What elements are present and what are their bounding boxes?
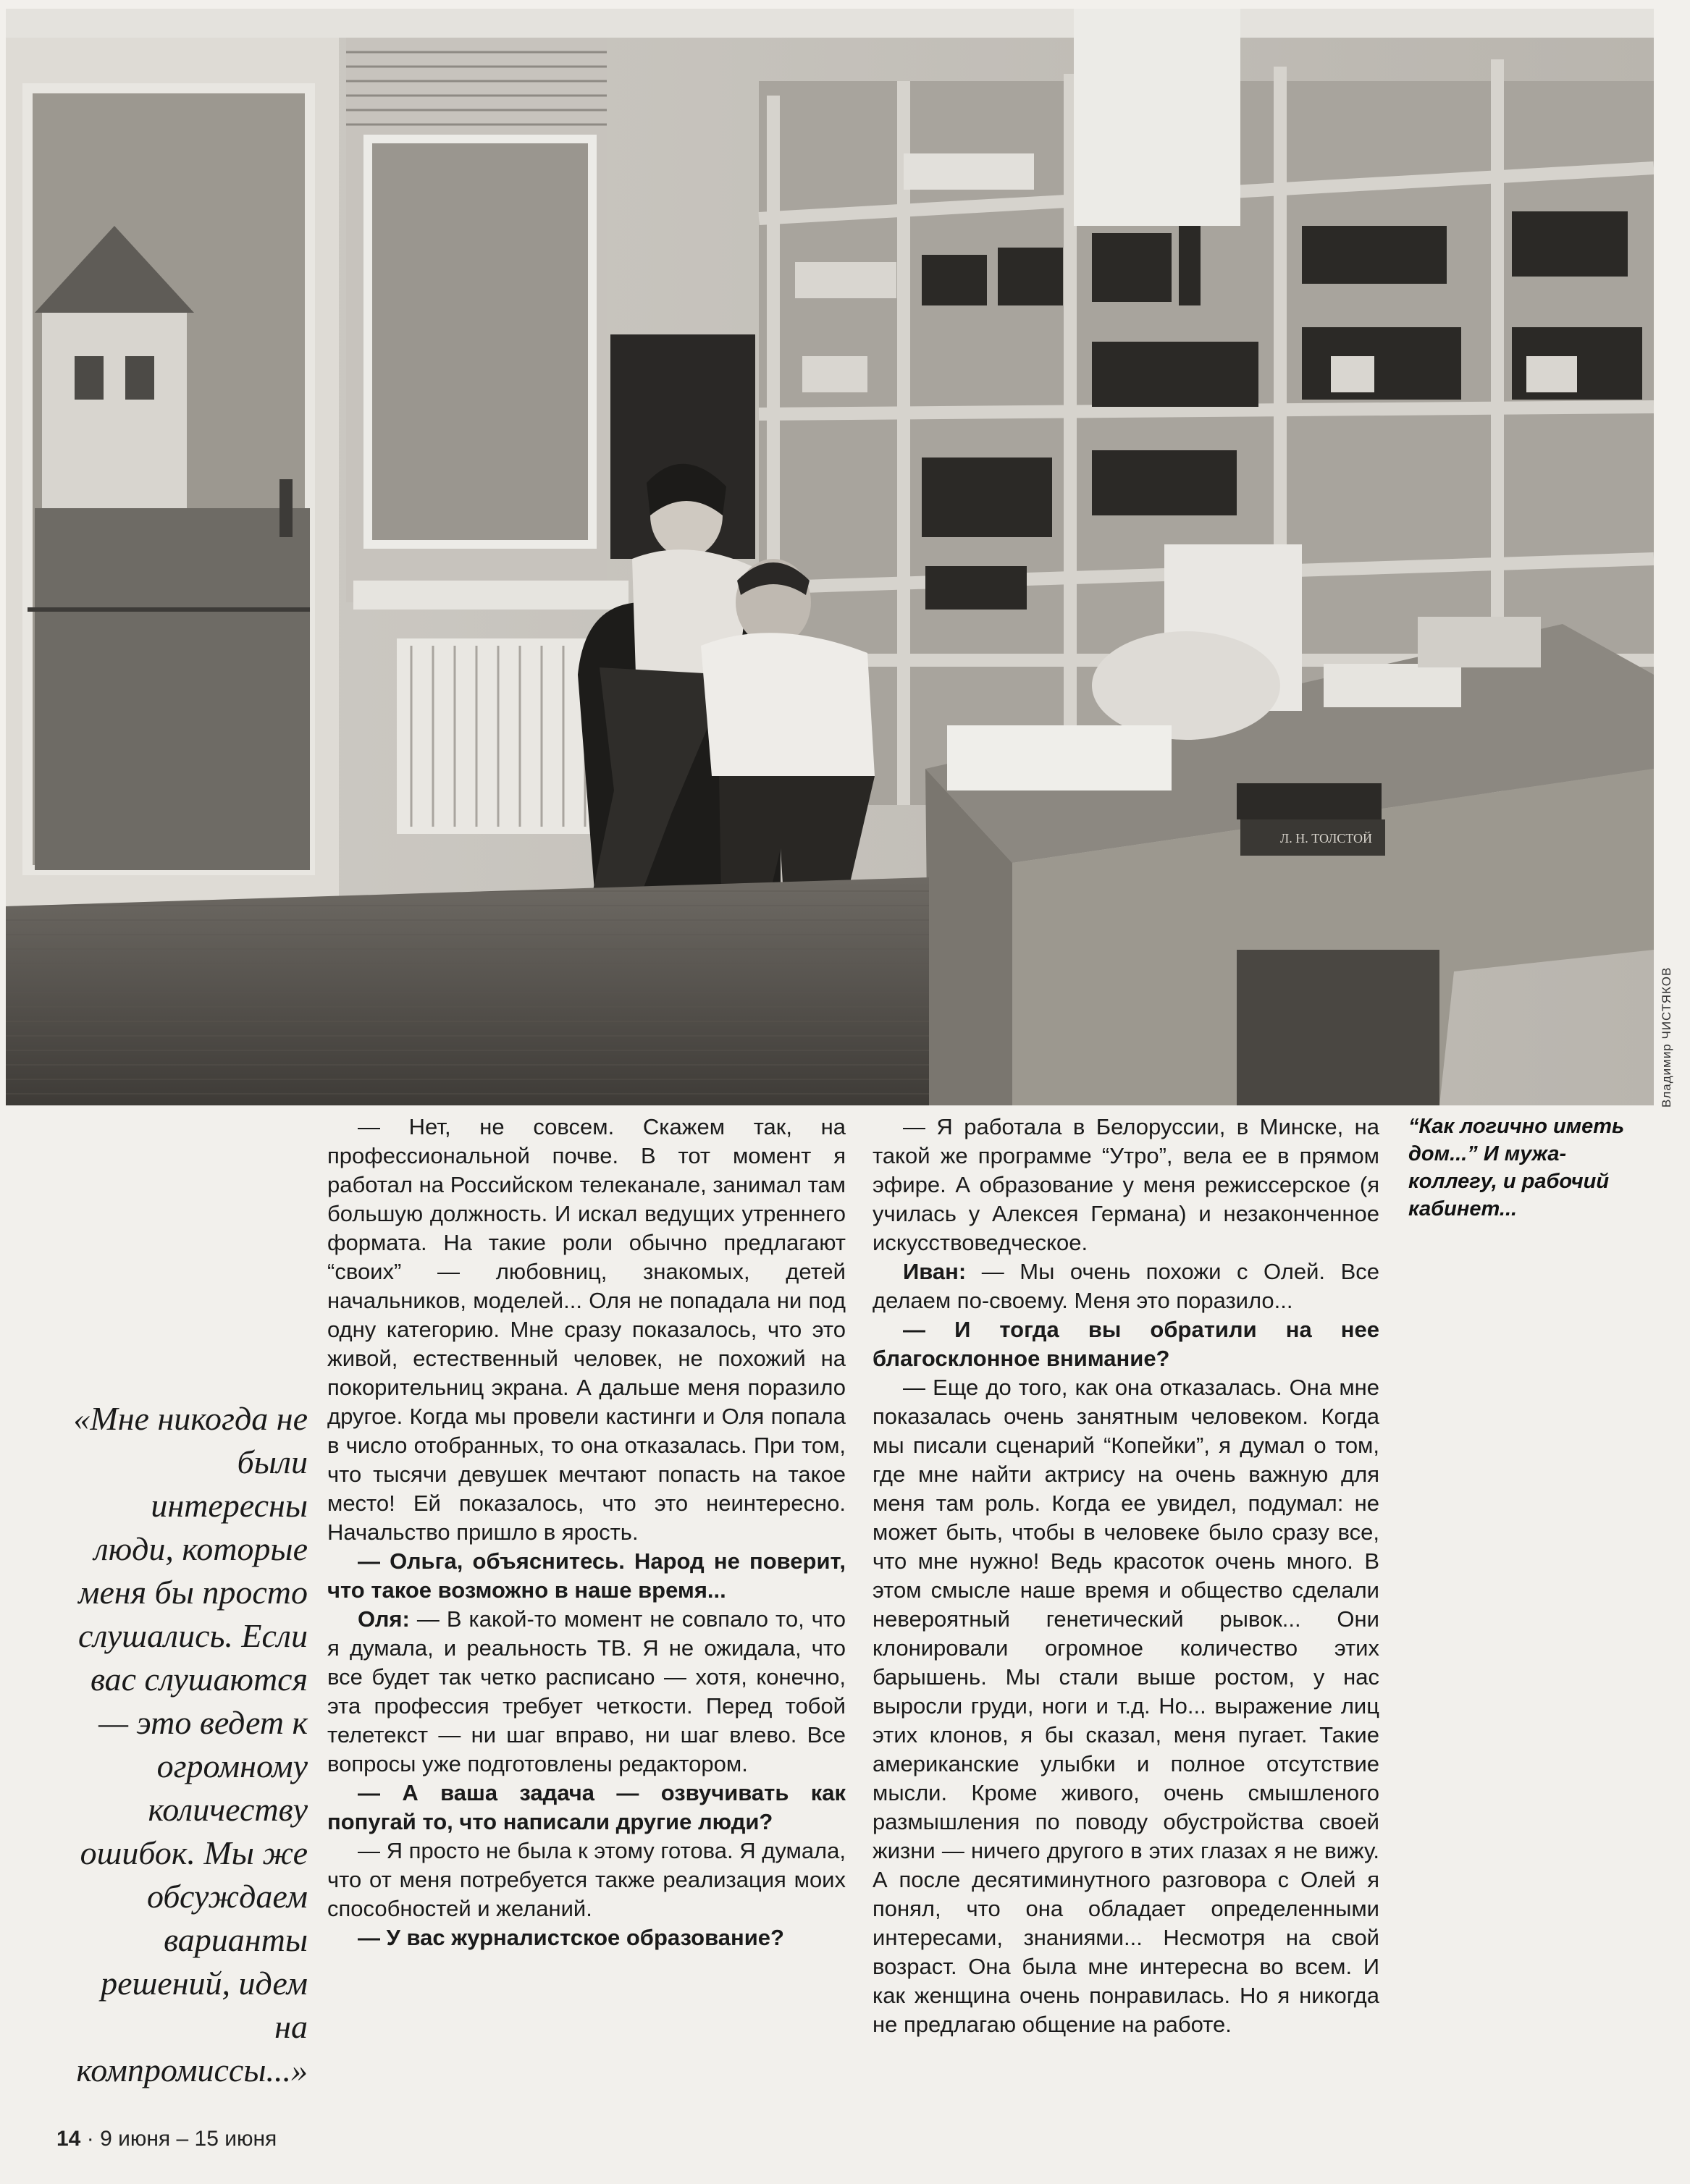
- page-number: 14: [56, 2127, 81, 2151]
- paragraph: [327, 1605, 846, 1779]
- interview-question: — А ваша задача — озвучивать как попугай то, что написали другие люди?: [327, 1780, 846, 1834]
- article-photo: [6, 9, 1654, 1105]
- photo-caption: “Как логично иметь дом...” И мужа-коллегу, и рабочий кабинет...: [1408, 1115, 1625, 1220]
- footer-separator: ·: [86, 2127, 94, 2151]
- book-stack: [1237, 783, 1385, 856]
- article-column-2: [873, 1113, 1379, 2039]
- paragraph: — Я просто не была к этому готова. Я думала, что от меня потребуется также реализация моих способностей и желаний.: [327, 1838, 846, 1921]
- paragraph: — Я работала в Белоруссии, в Минске, на такой же программе “Утро”, вела ее в прямом эфире. А образование у меня режиссерское (я училась у Алексея Германа) и незаконченное искусствоведческое.: [873, 1114, 1379, 1255]
- book-spine-text: Л. Н. ТОЛСТОЙ: [1280, 831, 1373, 846]
- paragraph: [873, 1257, 1379, 1315]
- interview-question: — Ольга, объяснитесь. Народ не поверит, что такое возможно в наше время...: [327, 1548, 846, 1603]
- interview-question: — У вас журналистское образование?: [358, 1925, 784, 1950]
- paragraph-text: — В какой-то момент не совпало то, что я думала, и реальность ТВ. Я не ожидала, что все будет так четко расписано — хотя, конечно, эта профессия требует четкости. Перед тобой телетекст — ни шаг вправо, ни шаг влево. Все вопросы уже подготовлены редактором.: [327, 1606, 846, 1776]
- article-column-1: [327, 1113, 846, 1952]
- interview-question: — И тогда вы обратили на нее благосклонное внимание?: [873, 1317, 1379, 1371]
- paragraph: — Еще до того, как она отказалась. Она мне показалась очень занятным человеком. Когда мы писали сценарий “Копейки”, я думал о том, где мне найти актрису на очень важную для меня там роль. Когда ее увидел, подумал: не может быть, чтобы в человеке было сразу все, что мне нужно! Ведь красоток очень много. В этом смысле наше время и общество сделали невероятный генетический рывок... Они клонировали огромное количество этих барышень. Мы стали выше ростом, у нас выросли груди, ноги и т.д. Но... выражение лиц этих клонов, я бы сказал, меня пугает. Такие американские улыбки и полное отсутствие мысли. Кроме живого, очень смышленого размышления по поводу обустройства своей жизни — ничего другого в этих глазах я не вижу. А после десятиминутного разговора с Олей я понял, что она обладает определенными интересами, знаниями... Несмотря на свой возраст. Она была мне интересна во всем. И как женщина очень понравилась. Но я никогда не предлагаю общение на работе.: [873, 1375, 1379, 2037]
- paragraph-text: — Мы очень похожи с Олей. Все делаем по-своему. Меня это поразило...: [873, 1259, 1379, 1313]
- page-footer: [56, 2127, 277, 2151]
- pull-quote: «Мне никогда не были интересны люди, которые меня бы просто слушались. Если вас слушаются — это ведет к огромному количеству ошибок. Мы же обсуждаем варианты решений, идем на компромиссы...»: [73, 1400, 308, 2088]
- photo-credit: Владимир ЧИСТЯКОВ: [1660, 966, 1673, 1108]
- speaker-name: Иван:: [903, 1259, 967, 1284]
- paragraph: — Нет, не совсем. Скажем так, на профессиональной почве. В тот момент я работал на Российском телеканале, занимал там большую должность. И искал ведущих утреннего формата. На такие роли обычно предлагают “своих” — любовниц, знакомых, детей начальников, моделей... Оля не попадала ни под одну категорию. Мне сразу показалось, что это живой, естественный человек, не похожий на покорительниц экрана. А дальше меня поразило другое. Когда мы провели кастинги и Оля попала в число отобранных, то она отказалась. При том, что тысячи девушек мечтают попасть на такое место! Ей показалось, что это неинтересно. Начальство пришло в ярость.: [327, 1114, 846, 1545]
- speaker-name: Оля:: [358, 1606, 410, 1632]
- issue-dates: 9 июня – 15 июня: [100, 2127, 277, 2151]
